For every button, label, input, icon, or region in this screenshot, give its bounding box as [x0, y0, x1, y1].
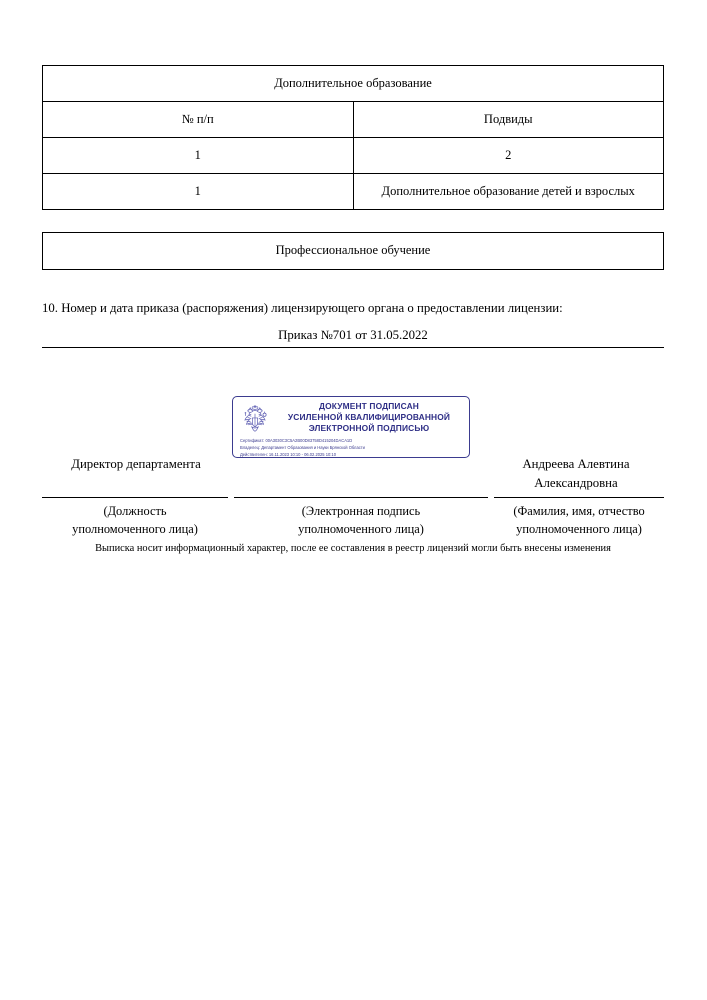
- table-row: [43, 102, 664, 138]
- signatory-name-line-1: Андреева Алевтина: [522, 457, 630, 471]
- signature-names-row: [42, 455, 664, 497]
- order-separator-rule: [42, 347, 664, 348]
- order-block: [42, 300, 664, 348]
- row-number: 1: [43, 174, 354, 210]
- order-value: Приказ №701 от 31.05.2022: [278, 327, 428, 342]
- signatory-name: [488, 455, 664, 492]
- stamp-certificate: Сертификат: 00A3030C3C5A2B00D83758D415204DACA1D: [240, 438, 353, 443]
- signature-rule-position: [42, 497, 228, 498]
- caption-signature-line-2: уполномоченного лица): [298, 521, 424, 536]
- stamp-heading-group: [272, 401, 464, 434]
- digital-signature-stamp: [232, 396, 470, 458]
- column-index-1: 1: [43, 138, 354, 174]
- table-additional-education: [42, 65, 664, 210]
- table-row: [43, 233, 664, 270]
- table-title-additional-education: Дополнительное образование: [43, 66, 664, 102]
- signature-rule-signature: [234, 497, 488, 498]
- signatory-position: Директор департамента: [71, 457, 201, 471]
- signature-rules-row: [42, 497, 664, 500]
- caption-position: [42, 503, 228, 538]
- caption-name-line-2: уполномоченного лица): [516, 521, 642, 536]
- column-header-subtypes: Подвиды: [353, 102, 664, 138]
- table-professional-training: [42, 232, 664, 270]
- caption-signature-line-1: (Электронная подпись: [301, 504, 421, 518]
- table-row: [43, 138, 664, 174]
- table-row: [43, 66, 664, 102]
- signatory-name-line-2: Александровна: [534, 475, 618, 490]
- column-index-2: 2: [353, 138, 664, 174]
- russian-coat-of-arms-icon: [238, 402, 272, 436]
- column-header-number: № п/п: [43, 102, 354, 138]
- stamp-validity: Действителен: 16.11.2023 10:10 - 06.02.2025 10:10: [240, 452, 336, 458]
- signature-captions-row: [42, 503, 664, 545]
- stamp-heading-line-2: УСИЛЕННОЙ КВАЛИФИЦИРОВАННОЙ: [287, 412, 451, 423]
- caption-position-line-1: (Должность: [103, 504, 167, 518]
- signature-rule-name: [494, 497, 664, 498]
- row-subtype: Дополнительное образование детей и взрослых: [353, 174, 664, 210]
- stamp-heading-line-3: ЭЛЕКТРОННОЙ ПОДПИСЬЮ: [308, 423, 430, 434]
- caption-name: [494, 503, 664, 538]
- order-label: 10. Номер и дата приказа (распоряжения) лицензирующего органа о предоставлении лицензии:: [42, 301, 563, 315]
- table-row: [43, 174, 664, 210]
- caption-name-line-1: (Фамилия, имя, отчество: [513, 504, 645, 518]
- stamp-owner: Владелец: Департамент Образования и Науки Брянской Области: [240, 445, 365, 451]
- caption-signature: [234, 503, 488, 538]
- signature-area: [42, 455, 664, 545]
- stamp-heading-line-1: ДОКУМЕНТ ПОДПИСАН: [319, 401, 419, 411]
- table-title-professional-training: Профессиональное обучение: [43, 233, 664, 270]
- caption-position-line-2: уполномоченного лица): [72, 521, 198, 536]
- stamp-header: [233, 397, 469, 436]
- disclaimer-text: Выписка носит информационный характер, после ее составления в реестр лицензий могли быть внесены изменения: [95, 543, 611, 554]
